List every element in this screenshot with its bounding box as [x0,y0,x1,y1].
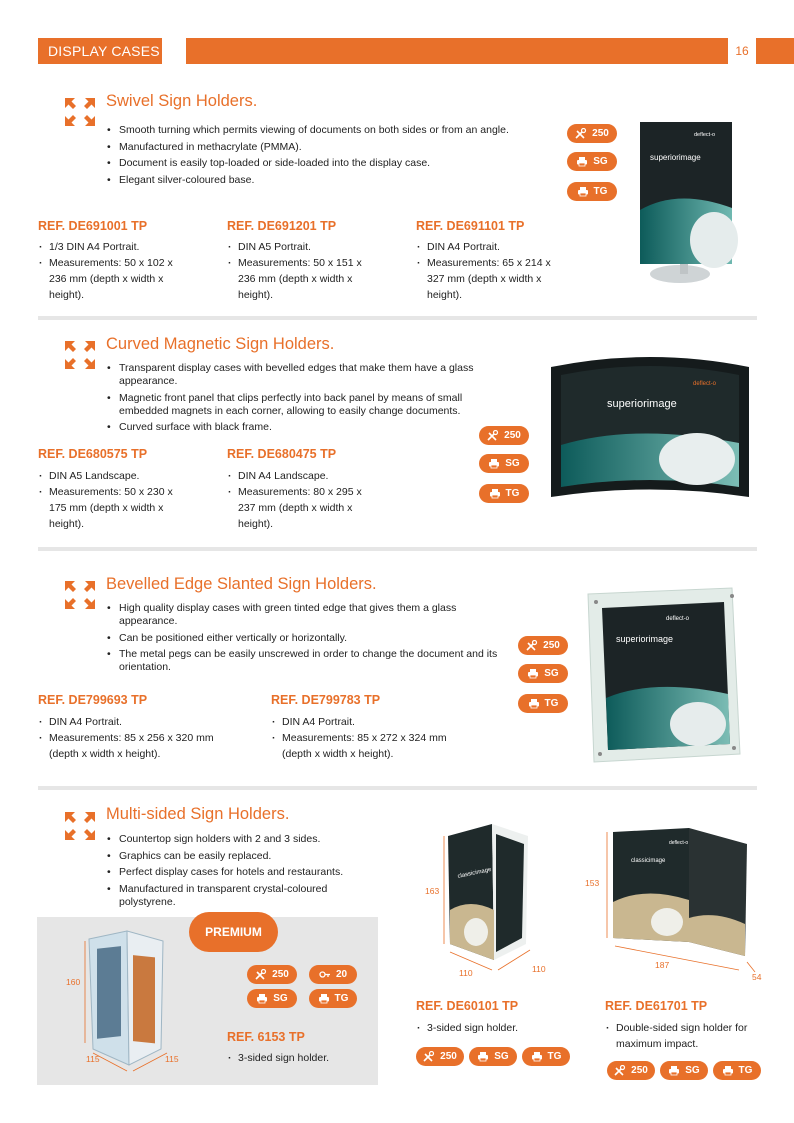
product-specs [605,1020,765,1052]
section-title-bevelled: Bevelled Edge Slanted Sign Holders. [106,575,377,593]
header-bar-end [756,38,794,64]
badge-250: 250 [479,426,529,445]
badge-250: 250 [607,1061,655,1080]
feature-item: • Document is easily top-loaded or side-loaded into the display case. [107,157,547,170]
printer-icon [489,488,501,499]
spec-item: · Measurements: 50 x 151 x 236 mm (depth x width x height). [227,255,377,303]
premium-badge: PREMIUM [189,912,278,952]
feature-item: • Curved surface with black frame. [107,421,492,434]
product-specs [227,468,377,532]
section-divider [38,547,757,551]
spec-item: · Measurements: 80 x 295 x 237 mm (depth x width x height). [227,484,377,532]
feature-item: • Perfect display cases for hotels and restaurants. [107,866,377,879]
printer-icon [722,1065,734,1076]
product-ref: REF. DE680475 TP [227,447,337,461]
brand-text: superiorimage [607,398,677,410]
product-ref: REF. DE60101 TP [416,999,519,1013]
printer-icon [488,458,500,469]
dimension-label: 187 [655,960,670,970]
product-specs [271,714,471,762]
feature-item: • High quality display cases with green tinted edge that gives them a glass appearance. [107,602,507,628]
section-title-swivel: Swivel Sign Holders. [106,92,258,110]
expand-icon [64,340,96,370]
product-specs [227,1050,367,1066]
printer-icon [318,993,330,1004]
badge-tg: TG [567,182,617,201]
dimension-label: 153 [585,878,600,888]
feature-item: • Can be positioned either vertically or horizontally. [107,632,507,645]
feature-item: • Magnetic front panel that clips perfectly into back panel by means of small embedded magnets in each corner, allowing to easily change documents. [107,392,492,418]
product-specs [38,468,188,532]
tools-icon [487,430,499,441]
product-specs [38,714,238,762]
tools-icon [423,1051,435,1062]
dimension-label: 115 [86,1054,100,1064]
printer-icon [256,993,268,1004]
dimension-label: 110 [459,968,473,978]
page-number: 16 [735,44,749,58]
section-divider [38,316,757,320]
dimension-label: 54 [752,972,762,982]
product-ref: REF. DE691201 TP [227,219,337,233]
badge-sg: SG [660,1061,708,1080]
product-specs [416,1020,576,1036]
product-specs [416,239,566,303]
expand-icon [64,97,96,127]
badge-sg: SG [469,1047,517,1066]
spec-item: · Measurements: 65 x 214 x 327 mm (depth x width x height). [416,255,566,303]
dimension-label: 163 [425,886,440,896]
product-ref: REF. DE799693 TP [38,693,148,707]
badge-sg: SG [247,989,297,1008]
badge-20: 20 [309,965,357,984]
feature-item: • Countertop sign holders with 2 and 3 sides. [107,833,377,846]
dimension-label: 110 [532,964,546,974]
header-bar [186,38,728,64]
feature-item: • Smooth turning which permits viewing of documents on both sides or from an angle. [107,124,547,137]
badge-tg: TG [522,1047,570,1066]
badge-250: 250 [567,124,617,143]
dimension-label: 160 [66,977,81,987]
feature-item: • Elegant silver-coloured base. [107,174,547,187]
badge-tg: TG [309,989,357,1008]
spec-item: · 3-sided sign holder. [227,1050,367,1066]
expand-icon [64,580,96,610]
spec-item: · Double-sided sign holder for maximum impact. [605,1020,765,1052]
curved-product-image [545,347,755,507]
tools-icon [255,969,267,980]
badge-tg: TG [479,484,529,503]
swivel-product-image [628,118,750,290]
spec-item: · 3-sided sign holder. [416,1020,576,1036]
brand-logo: deflect-o [694,132,716,138]
multi-features [107,833,377,912]
printer-icon [576,156,588,167]
product-specs [38,239,188,303]
premium-product-image [75,925,185,1073]
product-ref: REF. DE691101 TP [416,219,525,233]
spec-item: · 1/3 DIN A4 Portrait. [38,239,188,255]
badge-tg: TG [713,1061,761,1080]
product-ref: REF. DE799783 TP [271,693,381,707]
printer-icon [668,1065,680,1076]
spec-item: · DIN A4 Portrait. [416,239,566,255]
spec-item: · Measurements: 85 x 272 x 324 mm (depth x width x height). [271,730,471,762]
spec-item: · Measurements: 85 x 256 x 320 mm (depth x width x height). [38,730,238,762]
section-divider [38,786,757,790]
tools-icon [614,1065,626,1076]
tools-icon [575,128,587,139]
spec-item: · DIN A4 Portrait. [38,714,238,730]
printer-icon [477,1051,489,1062]
product-ref: REF. DE680575 TP [38,447,148,461]
feature-item: • Manufactured in methacrylate (PMMA). [107,141,547,154]
product-specs [227,239,377,303]
brand-text: classicimage [457,866,493,880]
spec-item: · Measurements: 50 x 102 x 236 mm (depth x width x height). [38,255,188,303]
feature-item: • Graphics can be easily replaced. [107,850,377,863]
bevelled-product-image [584,586,744,764]
triangle-product-image [440,820,540,980]
badge-250: 250 [247,965,297,984]
curved-features [107,362,492,438]
brand-logo: deflect-o [666,616,690,622]
feature-item: • The metal pegs can be easily unscrewed in order to change the document and its orientation. [107,648,507,674]
spec-item: · Measurements: 50 x 230 x 175 mm (depth x width x height). [38,484,188,532]
brand-logo: deflect-o [693,381,717,387]
feature-item: • Manufactured in transparent crystal-coloured polystyrene. [107,883,377,909]
spec-item: · DIN A5 Portrait. [227,239,377,255]
badge-tg: TG [518,694,568,713]
brand-text: classicimage [631,858,666,864]
feature-item: • Transparent display cases with bevelled edges that make them have a glass appearance. [107,362,492,388]
section-title-curved: Curved Magnetic Sign Holders. [106,335,335,353]
product-ref: REF. 6153 TP [227,1030,305,1044]
badge-250: 250 [518,636,568,655]
tools-icon [526,640,538,651]
spec-item: · DIN A4 Landscape. [227,468,377,484]
section-title-multi: Multi-sided Sign Holders. [106,805,290,823]
badge-250: 250 [416,1047,464,1066]
printer-icon [577,186,589,197]
expand-icon [64,811,96,841]
badge-sg: SG [479,454,529,473]
product-ref: REF. DE691001 TP [38,219,148,233]
double-sided-product-image [605,822,765,982]
printer-icon [528,698,540,709]
product-ref: REF. DE61701 TP [605,999,708,1013]
bevelled-features [107,602,507,678]
badge-sg: SG [567,152,617,171]
badge-sg: SG [518,664,568,683]
brand-text: superiorimage [616,634,674,644]
dimension-label: 115 [165,1054,179,1064]
spec-item: · DIN A5 Landscape. [38,468,188,484]
brand-text: superiorimage [650,153,701,162]
section-header-label: DISPLAY CASES [38,38,162,64]
swivel-features [107,124,547,190]
key-icon [319,969,331,980]
printer-icon [527,668,539,679]
spec-item: · DIN A4 Portrait. [271,714,471,730]
printer-icon [531,1051,543,1062]
brand-logo: deflect-o [669,840,689,846]
